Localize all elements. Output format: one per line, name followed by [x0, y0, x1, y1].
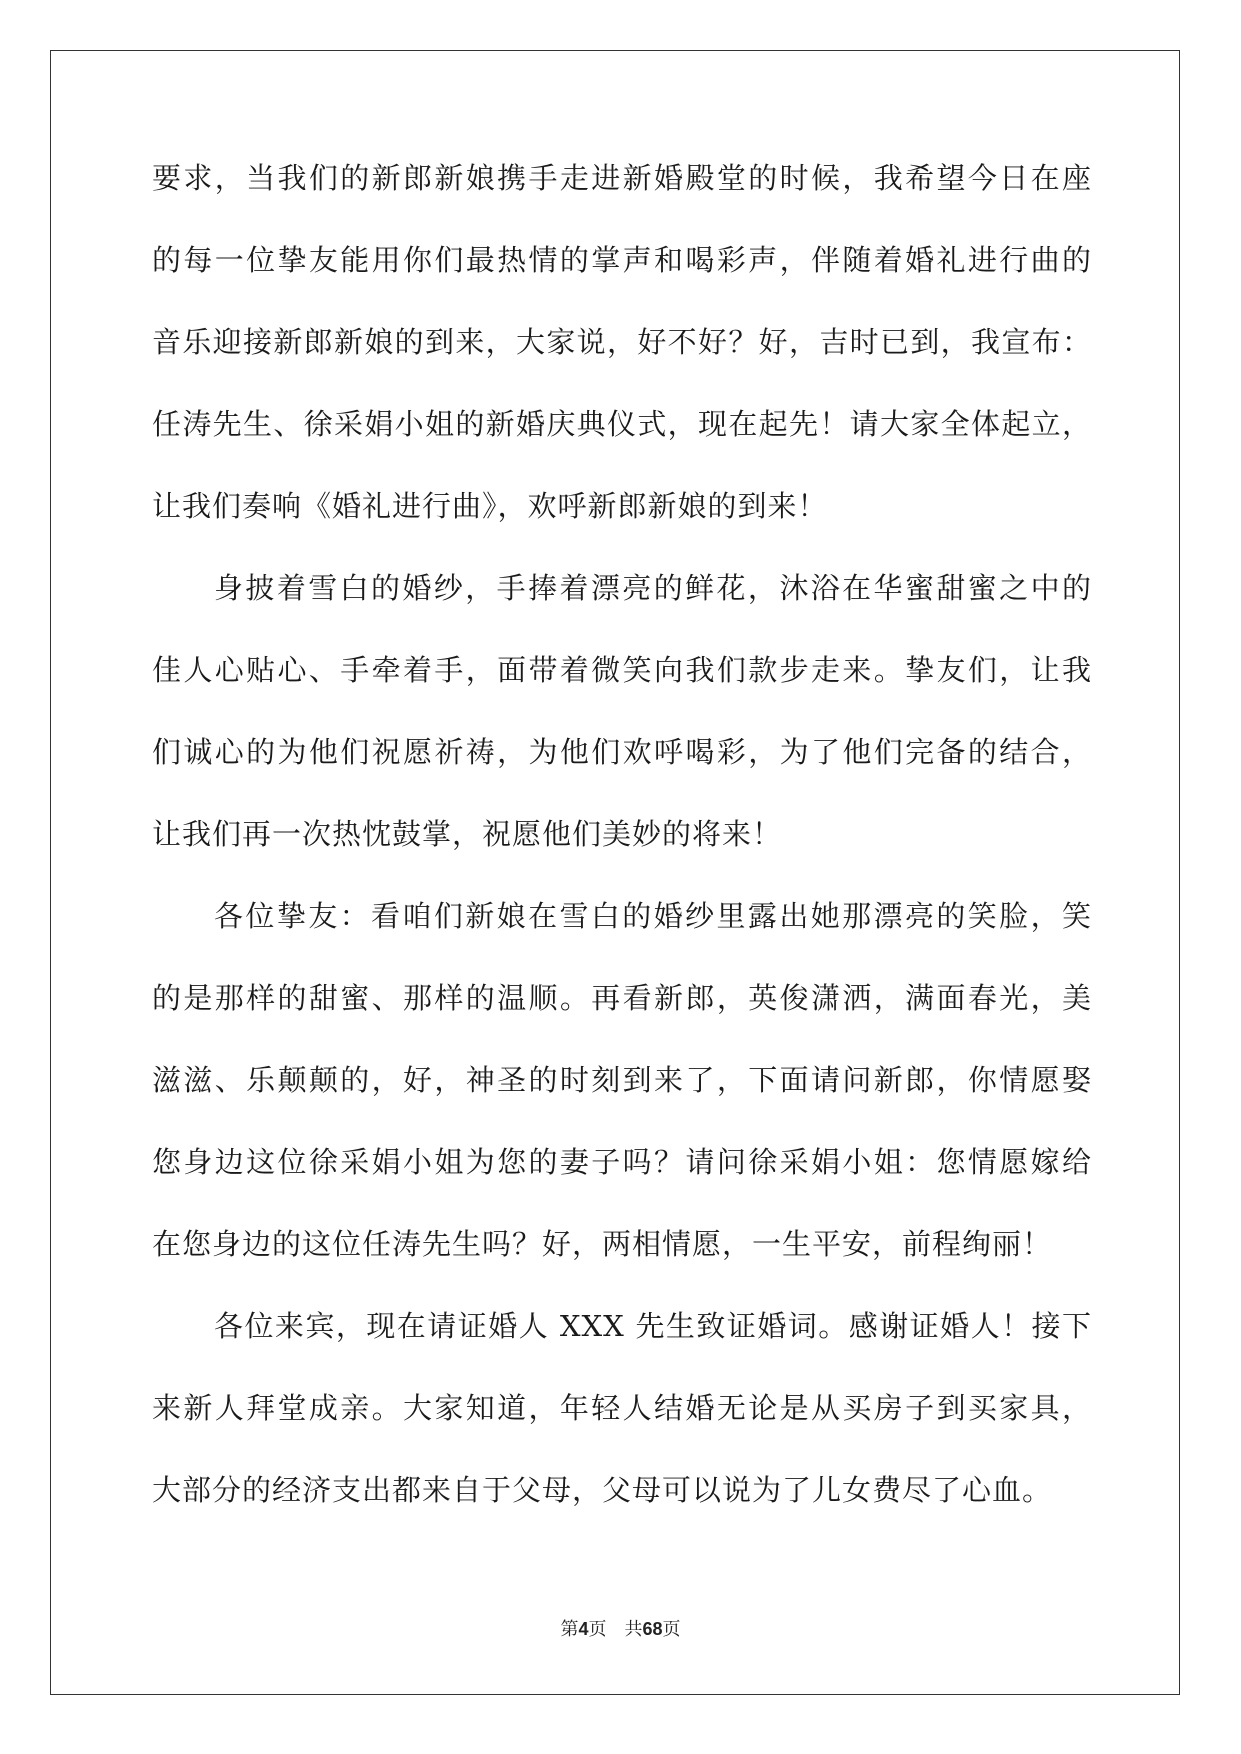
text-line: 任涛先生、徐采娟小姐的新婚庆典仪式，现在起先！请大家全体起立， [152, 407, 1092, 441]
text-line: 各位来宾，现在请证婚人 XXX 先生致证婚词。感谢证婚人！接下 [214, 1309, 1092, 1343]
text-line: 您身边这位徐采娟小姐为您的妻子吗？请问徐采娟小姐：您情愿嫁给 [152, 1145, 1092, 1179]
total-prefix: 共 [624, 1619, 643, 1640]
text-line: 要求，当我们的新郎新娘携手走进新婚殿堂的时候，我希望今日在座 [152, 161, 1092, 195]
text-line: 们诚心的为他们祝愿祈祷，为他们欢呼喝彩，为了他们完备的结合， [152, 735, 1092, 769]
page-prefix: 第 [560, 1619, 579, 1640]
text-line: 滋滋、乐颠颠的，好，神圣的时刻到来了，下面请问新郎，你情愿娶 [152, 1063, 1092, 1097]
total-pages: 68 [642, 1619, 663, 1639]
document-body [152, 158, 1092, 1552]
text-line: 在您身边的这位任涛先生吗？好，两相情愿，一生平安，前程绚丽！ [152, 1227, 1053, 1261]
text-line: 大部分的经济支出都来自于父母，父母可以说为了儿女费尽了心血。 [152, 1473, 1053, 1507]
text-line: 来新人拜堂成亲。大家知道，年轻人结婚无论是从买房子到买家具， [152, 1391, 1092, 1425]
page-number: 4 [578, 1619, 589, 1639]
text-line: 各位挚友：看咱们新娘在雪白的婚纱里露出她那漂亮的笑脸，笑 [214, 899, 1092, 933]
page-footer [0, 1615, 1241, 1641]
text-line: 身披着雪白的婚纱，手捧着漂亮的鲜花，沐浴在华蜜甜蜜之中的 [214, 571, 1092, 605]
text-line: 佳人心贴心、手牵着手，面带着微笑向我们款步走来。挚友们，让我 [152, 653, 1092, 687]
text-line: 的是那样的甜蜜、那样的温顺。再看新郎，英俊潇洒，满面春光，美 [152, 981, 1092, 1015]
text-line: 的每一位挚友能用你们最热情的掌声和喝彩声，伴随着婚礼进行曲的 [152, 243, 1092, 277]
page-suffix: 页 [588, 1619, 607, 1640]
text-line: 音乐迎接新郎新娘的到来，大家说，好不好？好，吉时已到，我宣布： [152, 325, 1092, 359]
total-suffix: 页 [662, 1619, 681, 1640]
text-line: 让我们奏响《婚礼进行曲》，欢呼新郎新娘的到来！ [152, 489, 828, 523]
text-line: 让我们再一次热忱鼓掌，祝愿他们美妙的将来！ [152, 817, 783, 851]
